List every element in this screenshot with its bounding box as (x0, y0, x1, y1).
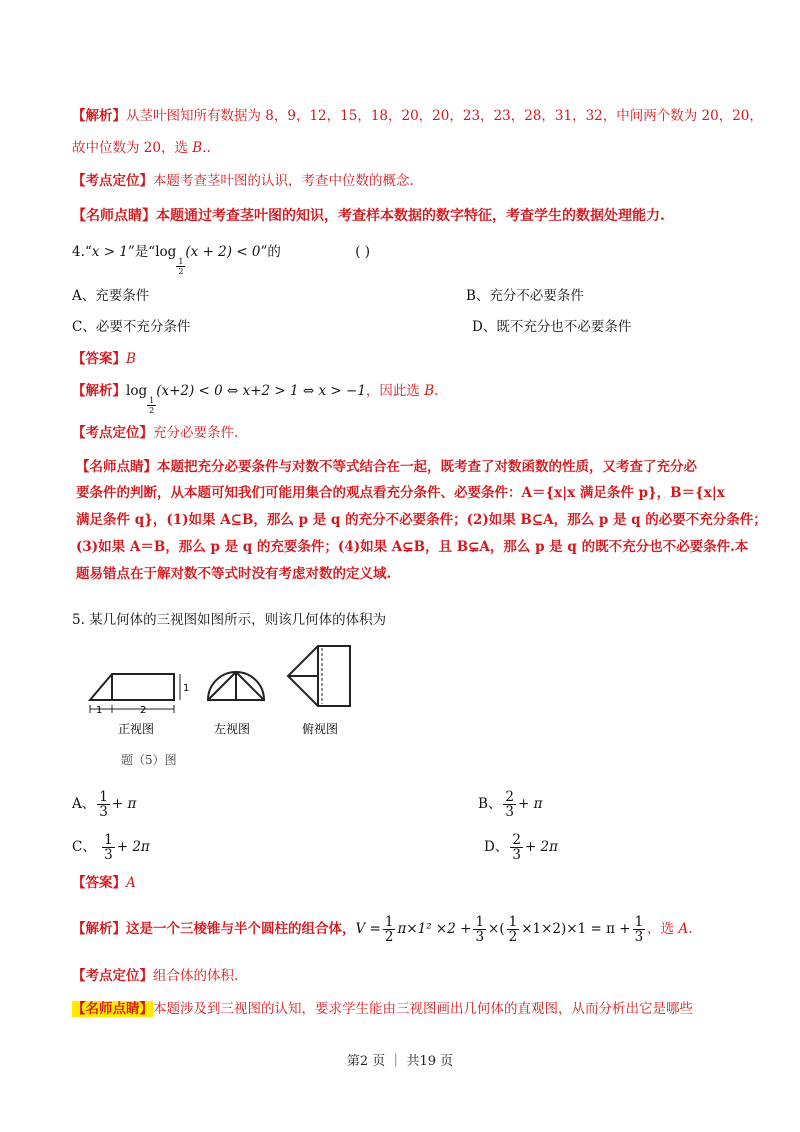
q5-analysis: 【解析】这是一个三棱锥与半个圆柱的组合体，V = $\frac{1}{2}$ π×1² ×2 + $\frac{1}{3}$ ×( $\frac{1}{2}$ ×1×2)×1 = π + $\frac{1}{3}$ ，选 A. (72, 914, 693, 945)
q4-mingshi-line1: 【名师点睛】本题把充分必要条件与对数不等式结合在一起，既考查了对数函数的性质，又考查了充分必 (76, 459, 697, 475)
q4-option-c: C、必要不充分条件 (72, 319, 191, 335)
q5-mingshi: 【名师点睛】本题涉及到三视图的认知，要求学生能由三视图画出几何体的直观图，从而分析出它是哪些 (72, 1001, 693, 1017)
q4-analysis: 【解析】log $\frac{1}{2}$ (x+2) < 0 ⇔ x+2 > 1 ⇔ x > −1，因此选 B. (72, 383, 439, 415)
side-view-label: 左视图 (214, 722, 251, 736)
mingshi-highlight-tag: 【名师点睛】 (72, 1001, 153, 1017)
q5-answer: 【答案】A (72, 875, 136, 891)
q5-option-d: D、 $\frac{2}{3}$ + 2π (484, 832, 558, 863)
q4-mingshi-line4: (3)如果 A＝B，那么 p 是 q 的充要条件；(4)如果 A⊊B，且 B⊊A，那么 p 是 q 的既不充分也不必要条件.本 (76, 539, 749, 555)
q3-mingshi: 【名师点睛】本题通过考查茎叶图的知识，考查样本数据的数字特征，考查学生的数据处理能力. (72, 208, 665, 224)
q5-stem: 5. 某几何体的三视图如图所示，则该几何体的体积为 (72, 612, 387, 628)
fig-dim-2: 2 (140, 705, 147, 716)
q5-kaodian: 【考点定位】组合体的体积. (72, 968, 239, 984)
top-view-label: 俯视图 (302, 722, 339, 736)
side-view-shape (208, 672, 264, 700)
q4-mingshi-line2: 要条件的判断，从本题可知我们可能用集合的观点看充分条件、必要条件：A＝{x|x 满足条件 p}，B＝{x|x (76, 485, 725, 501)
q5-option-b: B、 $\frac{2}{3}$ + π (478, 789, 543, 820)
q3-analysis-line2: 故中位数为 20，选 B.. (72, 140, 211, 156)
q5-option-c: C、 $\frac{1}{3}$ + 2π (72, 832, 150, 863)
q4-mingshi-line3: 满足条件 q}，(1)如果 A⊆B，那么 p 是 q 的充分不必要条件；(2)如果 B⊆A，那么 p 是 q 的必要不充分条件； (76, 512, 767, 528)
front-view-label: 正视图 (118, 722, 155, 736)
q4-answer: 【答案】B (72, 351, 136, 367)
fig-dim-1: 1 (96, 705, 103, 716)
q4-kaodian: 【考点定位】充分必要条件. (72, 425, 239, 441)
top-view-shape (288, 646, 350, 706)
q5-option-a: A、 $\frac{1}{3}$ + π (72, 789, 137, 820)
page-footer: 第2 页 ｜ 共19 页 (346, 1054, 454, 1069)
q4-mingshi-line5: 题易错点在于解对数不等式时没有考虑对数的定义域. (76, 566, 392, 582)
figure-caption: 题（5）图 (121, 753, 177, 767)
q4-stem: 4.“x > 1”是“log $\frac{1}{2}$ (x + 2) < 0”的 ( ) (72, 244, 371, 276)
q4-option-a: A、充要条件 (72, 288, 150, 304)
q4-option-d: D、既不充分也不必要条件 (472, 319, 632, 335)
three-view-figure (82, 640, 372, 740)
q4-option-b: B、充分不必要条件 (466, 288, 584, 304)
q3-analysis-line1: 【解析】从茎叶图知所有数据为 8，9，12，15，18，20，20，23，23，28，31，32，中间两个数为 20，20， (72, 108, 763, 124)
q3-kaodian: 【考点定位】本题考查茎叶图的认识，考查中位数的概念. (72, 173, 414, 189)
fig-dim-3: 1 (183, 683, 190, 694)
front-view-shape (90, 674, 174, 700)
